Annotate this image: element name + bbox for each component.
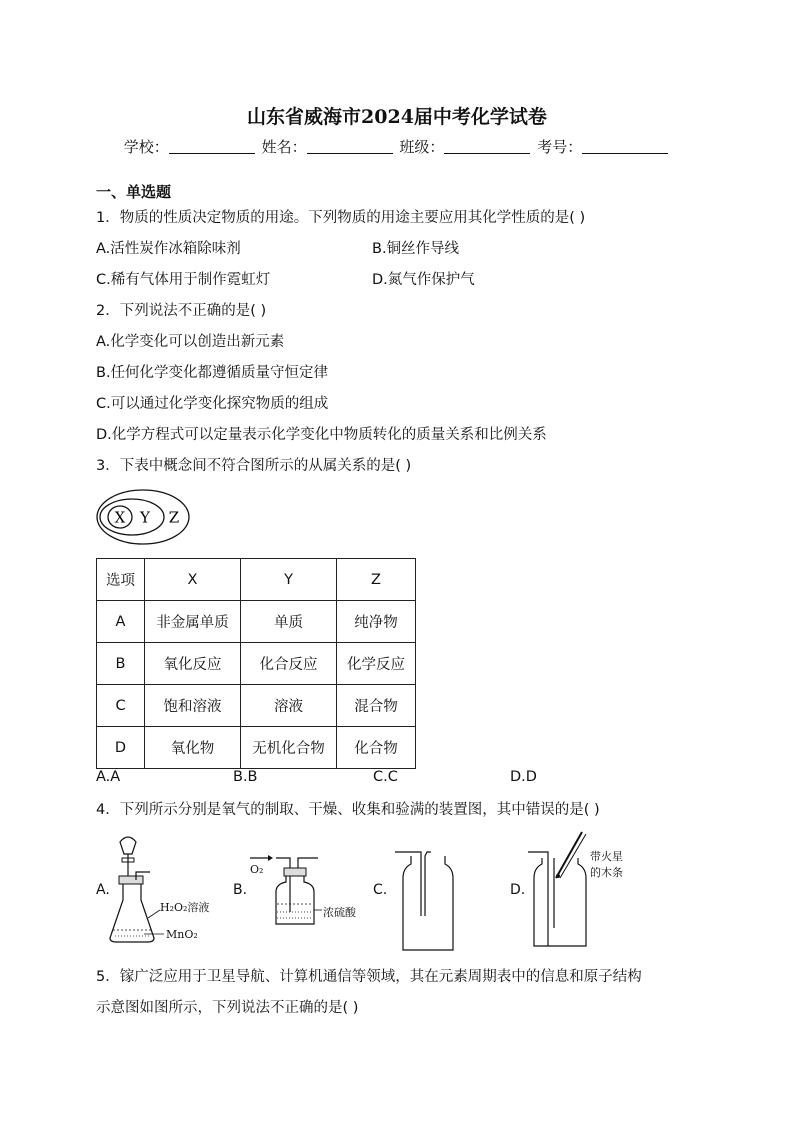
q2-option-c: C.可以通过化学变化探究物质的组成 [96, 396, 329, 412]
exam-no-label: 考号： [537, 138, 583, 156]
table-header-cell: X [145, 559, 241, 601]
table-row [97, 643, 416, 685]
table-cell: 混合物 [337, 685, 416, 727]
apparatus-collection-bottle [395, 846, 461, 958]
q2-option-a: A.化学变化可以创造出新元素 [96, 334, 285, 350]
table-cell: C [97, 685, 145, 727]
table-cell: 溶液 [241, 685, 337, 727]
table-header-row [97, 559, 416, 601]
label-h2o2: H₂O₂溶液 [160, 901, 210, 914]
q3-options-table [96, 558, 416, 769]
table-row [97, 685, 416, 727]
table-cell: 纯净物 [337, 601, 416, 643]
table-cell: 化学反应 [337, 643, 416, 685]
table-cell: 饱和溶液 [145, 685, 241, 727]
exam-title: 山东省威海市2024届中考化学试卷 [247, 106, 547, 128]
table-header-cell: Z [337, 559, 416, 601]
table-cell: 化合反应 [241, 643, 337, 685]
label-o2: O₂ [250, 863, 264, 876]
q3-option-b: B.B [233, 769, 258, 785]
q3-option-c: C.C [373, 769, 398, 785]
apparatus-drying-bottle [246, 848, 326, 928]
q3-stem: 3．下表中概念间不符合图所示的从属关系的是( ) [96, 458, 412, 474]
class-blank [444, 139, 530, 154]
q1-option-b: B.铜丝作导线 [372, 241, 460, 257]
diagram-x-label: X [114, 508, 126, 527]
name-blank [307, 139, 393, 154]
label-splint-line1: 带火星 [590, 850, 623, 863]
diagram-y-label: Y [140, 508, 150, 527]
table-cell: 氧化反应 [145, 643, 241, 685]
q3-option-a: A.A [96, 769, 121, 785]
label-mno2: MnO₂ [166, 928, 198, 941]
q4-option-a: A. [96, 882, 110, 898]
name-label: 姓名： [261, 138, 307, 156]
table-row [97, 727, 416, 769]
table-cell: 单质 [241, 601, 337, 643]
table-header-cell: Y [241, 559, 337, 601]
table-cell: 非金属单质 [145, 601, 241, 643]
q5-stem-line2: 示意图如图所示，下列说法不正确的是( ) [96, 1000, 359, 1016]
q4-option-b: B. [233, 882, 248, 898]
q2-option-b: B.任何化学变化都遵循质量守恒定律 [96, 365, 329, 381]
q1-stem: 1．物质的性质决定物质的用途。下列物质的用途主要应用其化学性质的是( ) [96, 210, 586, 226]
table-cell: 氧化物 [145, 727, 241, 769]
table-cell: A [97, 601, 145, 643]
q4-option-d: D. [510, 882, 526, 898]
q5-stem-line1: 5．镓广泛应用于卫星导航、计算机通信等领域，其在元素周期表中的信息和原子结构 [96, 969, 642, 985]
q1-option-c: C.稀有气体用于制作霓虹灯 [96, 272, 271, 288]
table-cell: D [97, 727, 145, 769]
school-label: 学校： [123, 138, 169, 156]
class-label: 班级： [399, 138, 445, 156]
q1-option-a: A.活性炭作冰箱除味剂 [96, 241, 241, 257]
table-cell: 无机化合物 [241, 727, 337, 769]
table-row [97, 601, 416, 643]
nested-ellipse-diagram [96, 488, 196, 546]
section-heading: 一、单选题 [96, 183, 172, 201]
school-blank [169, 139, 255, 154]
student-info-line [0, 136, 794, 157]
q1-option-d: D.氮气作保护气 [372, 272, 475, 288]
q2-stem: 2．下列说法不正确的是( ) [96, 303, 267, 319]
q2-option-d: D.化学方程式可以定量表示化学变化中物质转化的质量关系和比例关系 [96, 427, 547, 443]
label-splint-line2: 的木条 [590, 866, 623, 879]
table-cell: 化合物 [337, 727, 416, 769]
label-concentrated-acid: 浓硫酸 [323, 906, 356, 919]
table-header-cell: 选项 [97, 559, 145, 601]
table-cell: B [97, 643, 145, 685]
q4-stem: 4．下列所示分别是氧气的制取、干燥、收集和验满的装置图，其中错误的是( ) [96, 802, 600, 818]
q3-option-d: D.D [510, 769, 537, 785]
apparatus-verification-bottle [528, 828, 598, 950]
q4-option-c: C. [373, 882, 388, 898]
diagram-z-label: Z [168, 508, 180, 527]
exam-no-blank [582, 139, 668, 154]
apparatus-generation-flask [108, 830, 218, 948]
